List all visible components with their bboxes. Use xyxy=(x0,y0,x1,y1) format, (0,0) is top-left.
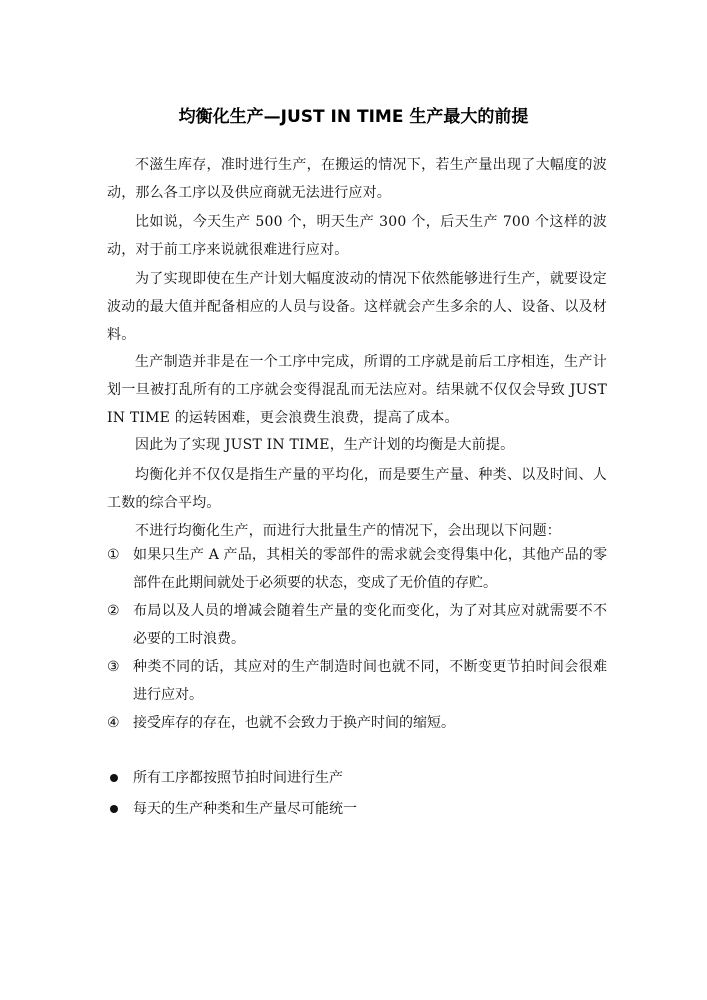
numbered-item-text: 接受库存的存在，也就不会致力于换产时间的缩短。 xyxy=(133,715,455,731)
bullet-dot-icon xyxy=(110,805,118,813)
paragraph-4: 生产制造并非是在一个工序中完成，所谓的工序就是前后工序相连，生产计划一旦被打乱所有的工序就会变得混乱而无法应对。结果就不仅仅会导致 JUST IN TIME 的运转困难，更会浪费生浪费，提高了成本。 xyxy=(107,354,607,426)
numbered-item-1 xyxy=(107,541,607,597)
circled-number-2: ② xyxy=(107,603,120,619)
numbered-item-2 xyxy=(107,597,607,653)
paragraph-3: 为了实现即使在生产计划大幅度波动的情况下依然能够进行生产，就要设定波动的最大值并配备相应的人员与设备。这样就会产生多余的人、设备、以及材料。 xyxy=(107,271,607,343)
numbered-item-text: 种类不同的话，其应对的生产制造时间也就不同，不断变更节拍时间会很难进行应对。 xyxy=(133,659,607,703)
bullet-item-text: 每天的生产种类和生产量尽可能统一 xyxy=(133,801,357,817)
paragraph-5: 因此为了实现 JUST IN TIME，生产计划的均衡是大前提。 xyxy=(135,437,515,453)
numbered-item-text: 如果只生产 A 产品，其相关的零部件的需求就会变得集中化，其他产品的零部件在此期间就处于必须要的状态，变成了无价值的存贮。 xyxy=(133,547,607,591)
bullet-item-2 xyxy=(107,797,607,821)
paragraph-7: 不进行均衡化生产，而进行大批量生产的情况下，会出现以下问题： xyxy=(135,523,561,539)
circled-number-4: ④ xyxy=(107,715,120,731)
bullet-item-1 xyxy=(107,766,607,790)
circled-number-1: ① xyxy=(107,547,120,563)
document-title: 均衡化生产—JUST IN TIME 生产最大的前提 xyxy=(178,107,529,127)
paragraph-1: 不滋生库存，准时进行生产，在搬运的情况下，若生产量出现了大幅度的波动，那么各工序以及供应商就无法进行应对。 xyxy=(107,157,607,201)
paragraph-6: 均衡化并不仅仅是指生产量的平均化，而是要生产量、种类、以及时间、人工数的综合平均。 xyxy=(107,467,607,511)
numbered-item-4 xyxy=(107,709,607,737)
numbered-item-3 xyxy=(107,653,607,709)
bullet-dot-icon xyxy=(110,774,118,782)
numbered-item-text: 布局以及人员的增减会随着生产量的变化而变化，为了对其应对就需要不不必要的工时浪费。 xyxy=(133,603,607,647)
paragraph-2: 比如说，今天生产 500 个，明天生产 300 个，后天生产 700 个这样的波动，对于前工序来说就很难进行应对。 xyxy=(107,214,607,258)
bullet-item-text: 所有工序都按照节拍时间进行生产 xyxy=(133,770,343,786)
circled-number-3: ③ xyxy=(107,659,120,675)
